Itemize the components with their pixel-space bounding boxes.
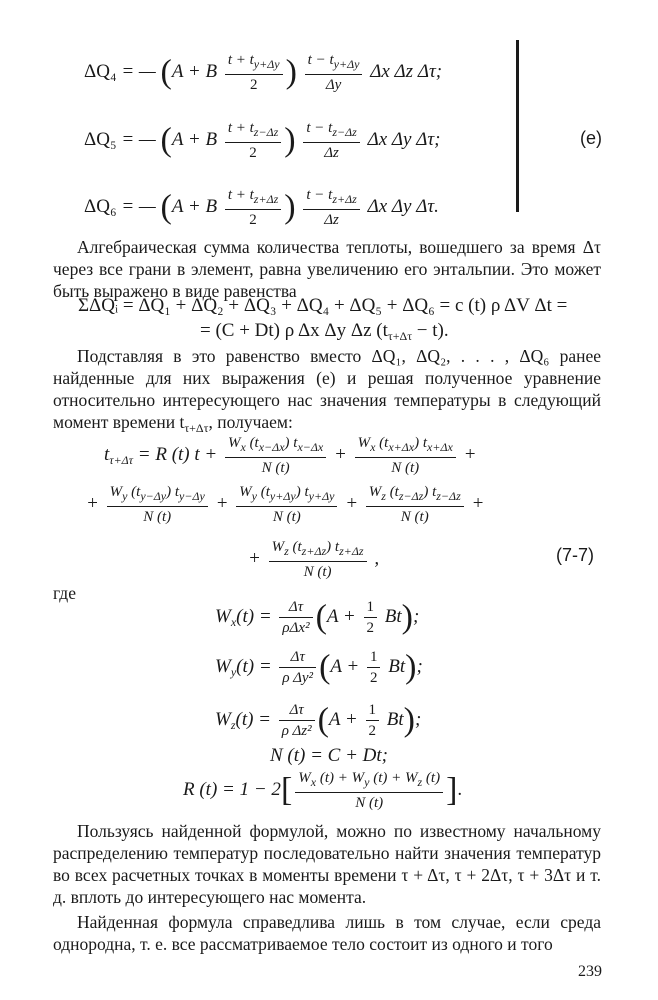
equation-tag-7-7: (7-7)	[556, 545, 595, 565]
paragraph-initial-distribution: Пользуясь найденной формулой, можно по известному начальному распределению температур последовательно найти значения температур во всех расчетных точках в моменты времени τ + Δτ, τ + 2Δτ, τ + 3Δτ и т. д. вплоть до интересующего нас момента.	[53, 821, 601, 907]
definition-wy: $W_y(t)$ = $\frac{\Delta\tau}{\text{ρ Δy²}}$ (A + $\frac{1}{2}$ Bt);	[215, 648, 423, 686]
equation-7-7-line-3: + $\frac{W_z (t_{z+\Delta z}) t_{z+\Delta z}}{N (t)}$ ,	[248, 539, 380, 580]
definition-wx: $W_x(t)$ = $\frac{\Delta\tau}{\text{ρΔx²}}$ (A + $\frac{1}{2}$ Bt);	[215, 598, 420, 636]
r-definition-numerator: $W_x$ $(t) + W_y$ $(t) + W_z$ (t)	[295, 768, 443, 793]
definition-wz: $W_z(t)$ = $\frac{\Delta\tau}{\text{ρ Δz²}}$ (A + $\frac{1}{2}$ Bt);	[215, 701, 422, 739]
equation-e-5: ΔQ₅ = — (A + B $\frac{t + t_{z-\Delta z}}{2}$ ) $\frac{t - t_{z-\Delta z}}{\Delta z}$ Δx Δy Δτ;	[84, 120, 441, 161]
r-definition: R (t) = 1 − 2[ $\frac{W_x (t) + W_y (t) + W_z (t)}{N (t)}$ ].	[183, 770, 463, 811]
equation-brace-bar	[516, 40, 519, 212]
where-label: где	[53, 583, 76, 603]
sum-equation-line2: = (C + Dt) ρ Δx Δy Δz $(t_{\tau+\Delta\tau} - t)$.	[200, 320, 449, 343]
sum-equation-line1: ΣΔQᵢ = ΔQ₁ + ΔQ₂ + ΔQ₃ + ΔQ₄ + ΔQ₅ + ΔQ₆ = c (t) ρ ΔV Δt =	[78, 295, 568, 316]
page-number: 239	[578, 963, 602, 980]
paragraph-homogeneous: Найденная формула справедлива лишь в том случае, если среда однородна, т. е. все рассматриваемое тело состоит из одного и того	[53, 912, 601, 954]
equation-e-6: ΔQ₆ = — (A + B $\frac{t + t_{z+\Delta z}}{2}$ ) $\frac{t - t_{z+\Delta z}}{\Delta z}$ Δx Δy Δτ.	[84, 187, 439, 228]
equation-e-4: ΔQ₄ = — (A + B $\frac{t + t_{y+\Delta y}}{2}$ ) $\frac{t - t_{y+\Delta y}}{\Delta y}$ Δx Δz Δτ;	[84, 52, 443, 93]
n-definition: N (t) = C + Dt;	[270, 745, 388, 766]
equation-7-7-line-2: + $\frac{W_y (t_{y-\Delta y}) t_{y-\Delta y}}{N (t)}$ + $\frac{W_y (t_{y+\Delta y}) t_{y+\Delta y}}{N (t)}$ + $\frac{W_z (t_{z-\Delta z}) t_{z-\Delta z}}{N (t)}$ +	[86, 484, 485, 525]
equation-tag-e: (e)	[580, 128, 602, 148]
paragraph-substitution: Подставляя в это равенство вместо ΔQ₁, ΔQ₂, . . . , ΔQ₆ ранее найденные для них выражения (е) и решая полученное уравнение относительно интересующего нас значения температуры в следующий момент времени $t_{\tau+\Delta\tau}$, получаем:	[53, 346, 601, 435]
equation-7-7-line-1: $t_{\tau+\Delta\tau} = R$ (t) t + $\frac{W_x (t_{x-\Delta x}) t_{x-\Delta x}}{N (t)}$ + $\frac{W_x (t_{x+\Delta x}) t_{x+\Delta x}}{N (t)}$ +	[104, 435, 477, 476]
paragraph-enthalpy: Алгебраическая сумма количества теплоты, вошедшего за время Δτ через все грани в элемент, равна увеличению его энтальпии. Это может быть выражено в виде равенства	[53, 237, 601, 301]
